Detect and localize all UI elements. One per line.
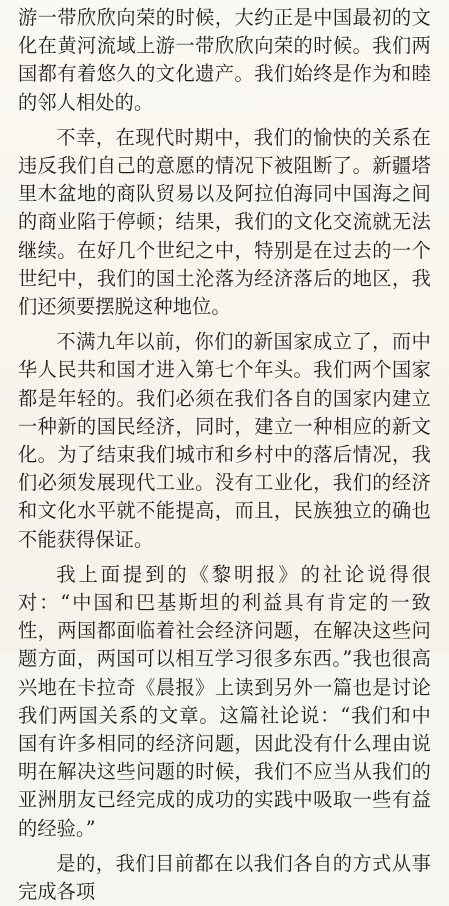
paragraph-5: 是的，我们目前都在以我们各自的方式从事完成各项	[18, 851, 431, 904]
paragraph-1: 游一带欣欣向荣的时候，大约正是中国最初的文化在黄河流域上游一带欣欣向荣的时候。我们两国都有着悠久的文化遗产。我们始终是作为和睦的邻人相处的。	[18, 6, 431, 114]
paragraph-4: 我上面提到的《黎明报》的社论说得很对：“中国和巴基斯坦的利益具有肯定的一致性，两国都面临着社会经济问题，在解决这些问题方面，两国可以相互学习很多东西。”我也很高兴地在卡拉奇《晨报》上读到另外一篇也是讨论我们两国关系的文章。这篇社论说：“我们和中国有许多相同的经济问题，因此没有什么理由说明在解决这些问题的时候，我们不应当从我们的亚洲朋友已经完成的成功的实践中吸取一些有益的经验。”	[18, 562, 431, 840]
paragraph-3: 不满九年以前，你们的新国家成立了，而中华人民共和国才进入第七个年头。我们两个国家都是年轻的。我们必须在我们各自的国家内建立一种新的国民经济，同时，建立一种相应的新文化。为了结束我们城市和乡村中的落后情况，我们必须发展现代工业。没有工业化，我们的经济和文化水平就不能提高，而且，民族独立的确也不能获得保证。	[18, 330, 431, 551]
paragraph-2: 不幸，在现代时期中，我们的愉快的关系在违反我们自己的意愿的情况下被阻断了。新疆塔里木盆地的商队贸易以及阿拉伯海同中国海之间的商业陷于停顿；结果，我们的文化交流就无法继续。在好几个世纪之中，特别是在过去的一个世纪中，我们的国土沦落为经济落后的地区，我们还须要摆脱这种地位。	[18, 125, 431, 319]
